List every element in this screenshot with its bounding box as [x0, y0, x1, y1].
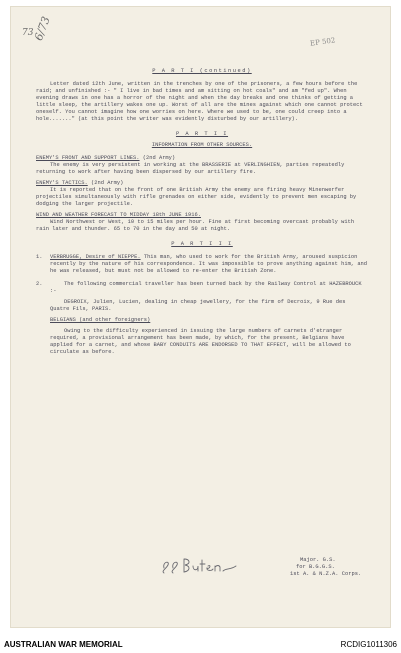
handwritten-signature — [160, 554, 240, 576]
signoff — [290, 557, 370, 578]
part-one-heading: P A R T I (continued) — [152, 68, 252, 74]
signoff-unit: 1st A. & N.Z.A. Corps. — [290, 571, 362, 577]
enemy-tactics-army: (2nd Army) — [91, 180, 124, 186]
archive-footer — [0, 636, 401, 653]
document-page — [10, 6, 391, 628]
belgians-heading: BELGIANS (and other foreigners) — [50, 317, 151, 323]
belgians-text: Owing to the difficulty experienced in issuing the large numbers of carnets d'etranger required, a provisional arrangement has been made, by which, for the present, Belgians have applied for a carnet, and whose BABY CONDUITS ARE ENDORSED TO THAT EFFECT, will be allowed to circulate as before. — [50, 328, 351, 355]
part-two-subheading: INFORMATION FROM OTHER SOURCES. — [151, 142, 253, 148]
weather-heading: WIND AND WEATHER FORECAST TO MIDDAY 18th JUNE 1916. — [36, 212, 201, 218]
archive-stamp: EP 502 — [309, 36, 336, 48]
item-one-number: 1. — [36, 254, 43, 260]
part-two-heading: P A R T I I — [175, 131, 229, 137]
page-number-mark: 73 — [22, 28, 34, 38]
enemy-front-army: (2nd Army) — [142, 155, 176, 161]
item-two-number: 2. — [36, 281, 43, 287]
item-one — [36, 254, 368, 275]
enemy-front-heading — [36, 155, 368, 162]
enemy-tactics-text: It is reported that on the front of one British Army the enemy are firing heavy Minenwerfer projectiles simultaneously with rifle grenades on either side, evidently to prevent men escaping by dodging the larger projectile. — [36, 187, 357, 207]
document-body — [36, 68, 368, 356]
archive-id: RCDIG1011306 — [340, 640, 397, 649]
part-three-heading: P A R T I I I — [171, 241, 233, 247]
enemy-front-text: The enemy is very persistent in working at the BRASSERIE at VERLINGHIEN, parties repeatedly returning to work after having been dispersed by our artillery fire. — [36, 162, 345, 175]
signoff-rank: Major. G.S. — [300, 557, 336, 563]
weather-text: Wind Northwest or West, 10 to 15 miles per hour. Fine at first becoming overcast probably with rain later and thunder. 65 to 70 in the day and 50 at night. — [36, 219, 355, 232]
signoff-for: for B.G.G.S. — [296, 564, 335, 570]
item-two-text: The following commercial traveller has been turned back by the Railway Control at HAZEBROUCK :- — [50, 281, 362, 294]
item-two — [36, 281, 368, 295]
letter-paragraph: Letter dated 12th June, written in the trenches by one of the prisoners, a few hours before the raid; and unfinished :- " I live in bad times and am sitting on hot coals" and am "fed up". When evening draws in one has a horror of the night and when the day breaks and one thinks of getting a little sleep, the artillery wakes one up. Worst of all are the mines against which one cannot protect oneself. You cannot imagine how one worries on here. Where we used to be, one could creep into a hole......." (at this point the writer was evidently disturbed by our artillery). — [36, 81, 363, 122]
archive-name: AUSTRALIAN WAR MEMORIAL — [4, 640, 123, 649]
item-one-text: This man, who used to work for the British Army, aroused suspicion recently by the nature of his correspondence. It was impossible to prove anything against him, and he was released, but must not be allowed to re-enter the British Zone. — [50, 254, 368, 274]
signature-block — [160, 554, 370, 594]
enemy-front-label: ENEMY'S FRONT AND SUPPORT LINES. — [36, 155, 140, 161]
enemy-tactics-heading — [36, 180, 368, 187]
item-one-name: VERBRUGGE, Desire of NIEPPE. — [50, 254, 141, 260]
item-two-person: DEGROIX, Julien, Lucien, dealing in cheap jewellery, for the firm of Decroix, 9 Rue des Quatre Fils, PARIS. — [50, 299, 346, 312]
margin-note: 6/73 — [32, 14, 53, 43]
enemy-tactics-label: ENEMY'S TACTICS. — [36, 180, 88, 186]
